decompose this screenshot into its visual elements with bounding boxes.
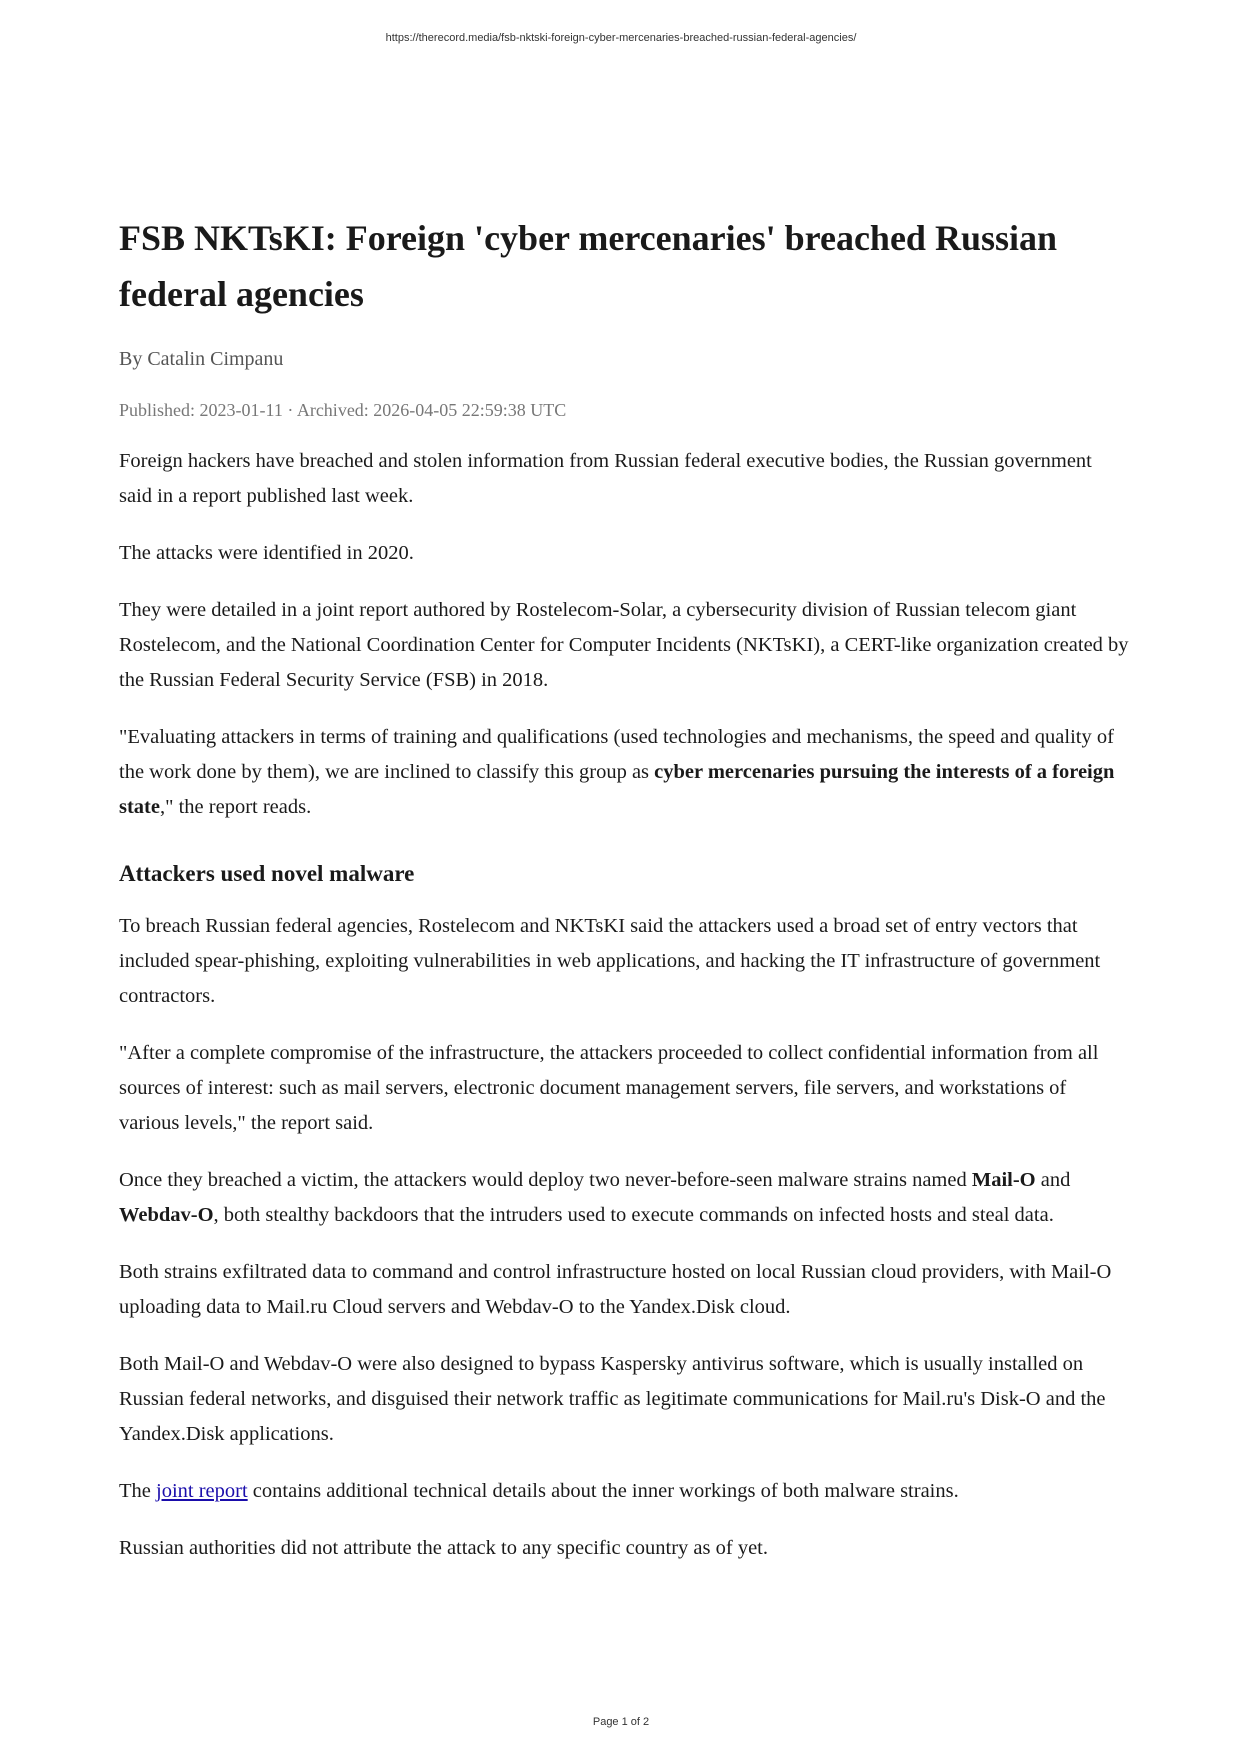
- page-url: https://therecord.media/fsb-nktski-foreign-cyber-mercenaries-breached-russian-federal-agencies/: [385, 32, 857, 44]
- article: [119, 210, 1129, 1588]
- paragraph-8: Both strains exfiltrated data to command and control infrastructure hosted on local Russian cloud providers, with Mail-O uploading data to Mail.ru Cloud servers and Webdav-O to the Yandex.Disk cloud.: [119, 1261, 1112, 1318]
- paragraph-7-text-a: Once they breached a victim, the attackers would deploy two never-before-seen malware strains named: [119, 1169, 972, 1191]
- section-heading: Attackers used novel malware: [119, 861, 415, 886]
- paragraph-10-text-b: contains additional technical details about the inner workings of both malware strains.: [247, 1480, 959, 1502]
- paragraph-4-text-c: ," the report reads.: [159, 796, 312, 818]
- paragraph-2: The attacks were identified in 2020.: [119, 542, 414, 564]
- paragraph-7-bold-mail-o: Mail-O: [971, 1169, 1036, 1191]
- paragraph-3: They were detailed in a joint report authored by Rostelecom-Solar, a cybersecurity division of Russian telecom giant Rostelecom, and the National Coordination Center for Computer Incidents (NKTsKI), a CERT-like organization created by the Russian Federal Security Service (FSB) in 2018.: [119, 599, 1129, 691]
- paragraph-4-text-a: "Evaluating attackers in terms of training and qualifications (used technologies and mechanisms, the speed and quality of the work done by them), we are inclined to classify this group as: [119, 726, 1114, 783]
- paragraph-4-bold: cyber mercenaries pursuing the interests of a foreign state: [119, 761, 1115, 818]
- paragraph-11: Russian authorities did not attribute the attack to any specific country as of yet.: [119, 1537, 768, 1559]
- paragraph-6: "After a complete compromise of the infrastructure, the attackers proceeded to collect confidential information from all sources of interest: such as mail servers, electronic document management servers, file servers, and workstations of various levels," the report said.: [119, 1042, 1099, 1134]
- paragraph-7-text-c: and: [1035, 1169, 1071, 1191]
- page-footer: Page 1 of 2: [592, 1716, 650, 1728]
- byline: By Catalin Cimpanu: [119, 348, 284, 370]
- paragraph-9: Both Mail-O and Webdav-O were also designed to bypass Kaspersky antivirus software, which is usually installed on Russian federal networks, and disguised their network traffic as legitimate communications for Mail.ru's Disk-O and the Yandex.Disk applications.: [119, 1353, 1106, 1445]
- paragraph-10: [119, 1474, 1129, 1509]
- paragraph-7-bold-webdav-o: Webdav-O: [119, 1204, 214, 1226]
- paragraph-4: [119, 720, 1129, 825]
- paragraph-7-text-e: , both stealthy backdoors that the intruders used to execute commands on infected hosts and steal data.: [213, 1204, 1054, 1226]
- article-title: FSB NKTsKI: Foreign 'cyber mercenaries' breached Russian federal agencies: [119, 218, 1058, 314]
- paragraph-10-text-a: The: [119, 1480, 156, 1502]
- paragraph-5: To breach Russian federal agencies, Rostelecom and NKTsKI said the attackers used a broad set of entry vectors that included spear-phishing, exploiting vulnerabilities in web applications, and hacking the IT infrastructure of government contractors.: [119, 915, 1101, 1007]
- paragraph-7: [119, 1163, 1129, 1233]
- paragraph-1: Foreign hackers have breached and stolen information from Russian federal executive bodies, the Russian government said in a report published last week.: [119, 450, 1092, 507]
- publish-meta: Published: 2023-01-11 · Archived: 2026-04-05 22:59:38 UTC: [119, 400, 567, 420]
- joint-report-link[interactable]: joint report: [156, 1480, 248, 1502]
